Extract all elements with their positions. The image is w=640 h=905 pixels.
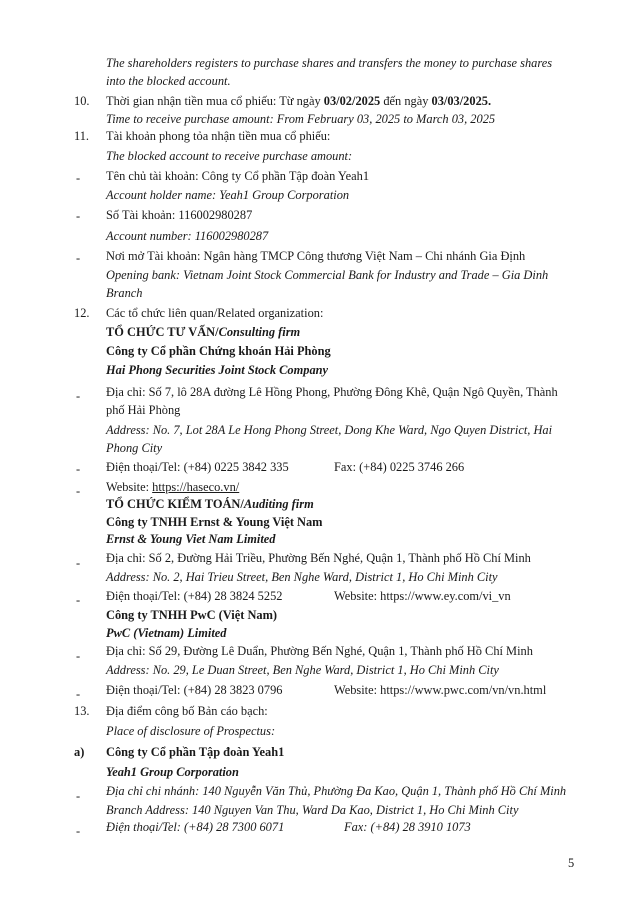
- pwc-name-vn: Công ty TNHH PwC (Việt Nam): [106, 608, 278, 622]
- hps-website: [106, 480, 239, 495]
- branch-address-en: Branch Address: 140 Nguyen Van Thu, Ward Da Kao, District 1, Ho Chi Minh City: [106, 803, 519, 817]
- consulting-firm-vn: TỔ CHỨC TƯ VẤN/: [106, 325, 219, 339]
- hps-name-vn: Công ty Cổ phần Chứng khoán Hải Phòng: [106, 344, 331, 358]
- consulting-firm-heading: [106, 325, 300, 340]
- branch-address-vn: Địa chỉ chi nhánh: 140 Nguyễn Văn Thủ, Phường Đa Kao, Quận 1, Thành phố Hồ Chí Minh: [106, 784, 567, 798]
- bullet: -: [76, 484, 81, 498]
- pwc-website: Website: https://www.pwc.com/vn/vn.html: [334, 683, 547, 697]
- ey-address-en: Address: No. 2, Hai Trieu Street, Ben Nghe Ward, District 1, Ho Chi Minh City: [106, 570, 498, 584]
- item-10-date-from: 03/02/2025: [323, 94, 381, 108]
- item-11-number: 11.: [74, 129, 90, 143]
- item-10-en: Time to receive purchase amount: From February 03, 2025 to March 03, 2025: [106, 112, 496, 126]
- item-10-vn-prefix: Thời gian nhận tiền mua cổ phiếu: Từ ngày: [106, 94, 324, 108]
- yeah1-phone: Điện thoại/Tel: (+84) 28 7300 6071: [106, 820, 285, 834]
- account-holder-en: Account holder name: Yeah1 Group Corporation: [106, 188, 350, 202]
- auditing-firm-vn: TỔ CHỨC KIỂM TOÁN/: [106, 497, 244, 511]
- bullet: -: [76, 209, 81, 223]
- item-10-number: 10.: [74, 94, 90, 108]
- hps-phone: Điện thoại/Tel: (+84) 0225 3842 335: [106, 460, 289, 474]
- bullet: -: [76, 649, 81, 663]
- intro-line-1: The shareholders registers to purchase shares and transfers the money to purchase shares: [106, 56, 553, 70]
- ey-name-en: Ernst & Young Viet Nam Limited: [106, 532, 276, 546]
- hps-address-en-2: Phong City: [106, 441, 163, 455]
- item-12-number: 12.: [74, 306, 90, 320]
- opening-bank-en-1: Opening bank: Vietnam Joint Stock Commercial Bank for Industry and Trade – Gia Dinh: [106, 268, 549, 282]
- ey-name-vn: Công ty TNHH Ernst & Young Việt Nam: [106, 515, 323, 529]
- item-10-vn: [106, 94, 491, 109]
- ey-address-vn: Địa chỉ: Số 2, Đường Hải Triều, Phường Bến Nghé, Quận 1, Thành phố Hồ Chí Minh: [106, 551, 531, 565]
- item-13-en: Place of disclosure of Prospectus:: [106, 724, 276, 738]
- yeah1-fax: Fax: (+84) 28 3910 1073: [344, 820, 471, 834]
- hps-address-vn-1: Địa chỉ: Số 7, lô 28A đường Lê Hồng Phong, Phường Đông Khê, Quận Ngô Quyền, Thành: [106, 385, 558, 399]
- item-13-vn: Địa điểm công bố Bản cáo bạch:: [106, 704, 268, 718]
- item-11-vn: Tài khoản phong tỏa nhận tiền mua cổ phiếu:: [106, 129, 331, 143]
- bullet: -: [76, 389, 81, 403]
- auditing-firm-en: Auditing firm: [243, 497, 314, 511]
- bullet: -: [76, 556, 81, 570]
- ey-phone: Điện thoại/Tel: (+84) 28 3824 5252: [106, 589, 283, 603]
- consulting-firm-en: Consulting firm: [218, 325, 301, 339]
- account-holder-vn: Tên chủ tài khoản: Công ty Cổ phần Tập đoàn Yeah1: [106, 169, 370, 183]
- bullet: -: [76, 251, 81, 265]
- opening-bank-en-2: Branch: [106, 286, 143, 300]
- auditing-firm-heading: [106, 497, 314, 512]
- item-10-vn-mid: đến ngày: [380, 94, 432, 108]
- bullet: -: [76, 687, 81, 701]
- opening-bank-vn: Nơi mở Tài khoản: Ngân hàng TMCP Công thương Việt Nam – Chi nhánh Gia Định: [106, 249, 526, 263]
- yeah1-name-vn: Công ty Cổ phần Tập đoàn Yeah1: [106, 745, 285, 759]
- bullet: -: [76, 462, 81, 476]
- bullet: -: [76, 824, 81, 838]
- item-10-date-to: 03/03/2025.: [431, 94, 492, 108]
- bullet: -: [76, 789, 81, 803]
- hps-website-link[interactable]: https://haseco.vn/: [152, 480, 240, 494]
- intro-line-2: into the blocked account.: [106, 74, 231, 88]
- account-number-vn: Số Tài khoản: 116002980287: [106, 208, 253, 222]
- hps-address-vn-2: phố Hải Phòng: [106, 403, 181, 417]
- bullet: -: [76, 593, 81, 607]
- pwc-address-vn: Địa chỉ: Số 29, Đường Lê Duẩn, Phường Bến Nghé, Quận 1, Thành phố Hồ Chí Minh: [106, 644, 533, 658]
- pwc-address-en: Address: No. 29, Le Duan Street, Ben Nghe Ward, District 1, Ho Chi Minh City: [106, 663, 499, 677]
- bullet: -: [76, 171, 81, 185]
- hps-website-label: Website:: [106, 480, 153, 494]
- hps-fax: Fax: (+84) 0225 3746 266: [334, 460, 465, 474]
- hps-name-en: Hai Phong Securities Joint Stock Company: [106, 363, 329, 377]
- item-11-en: The blocked account to receive purchase amount:: [106, 149, 353, 163]
- item-13-number: 13.: [74, 704, 90, 718]
- ey-website: Website: https://www.ey.com/vi_vn: [334, 589, 511, 603]
- pwc-name-en: PwC (Vietnam) Limited: [106, 626, 227, 640]
- item-12-title: Các tổ chức liên quan/Related organization:: [106, 306, 324, 320]
- pwc-phone: Điện thoại/Tel: (+84) 28 3823 0796: [106, 683, 283, 697]
- item-13-sub-a: a): [74, 745, 85, 759]
- hps-address-en-1: Address: No. 7, Lot 28A Le Hong Phong Street, Dong Khe Ward, Ngo Quyen District, Hai: [106, 423, 553, 437]
- account-number-en: Account number: 116002980287: [106, 229, 269, 243]
- yeah1-name-en: Yeah1 Group Corporation: [106, 765, 239, 779]
- page-number: 5: [568, 856, 575, 870]
